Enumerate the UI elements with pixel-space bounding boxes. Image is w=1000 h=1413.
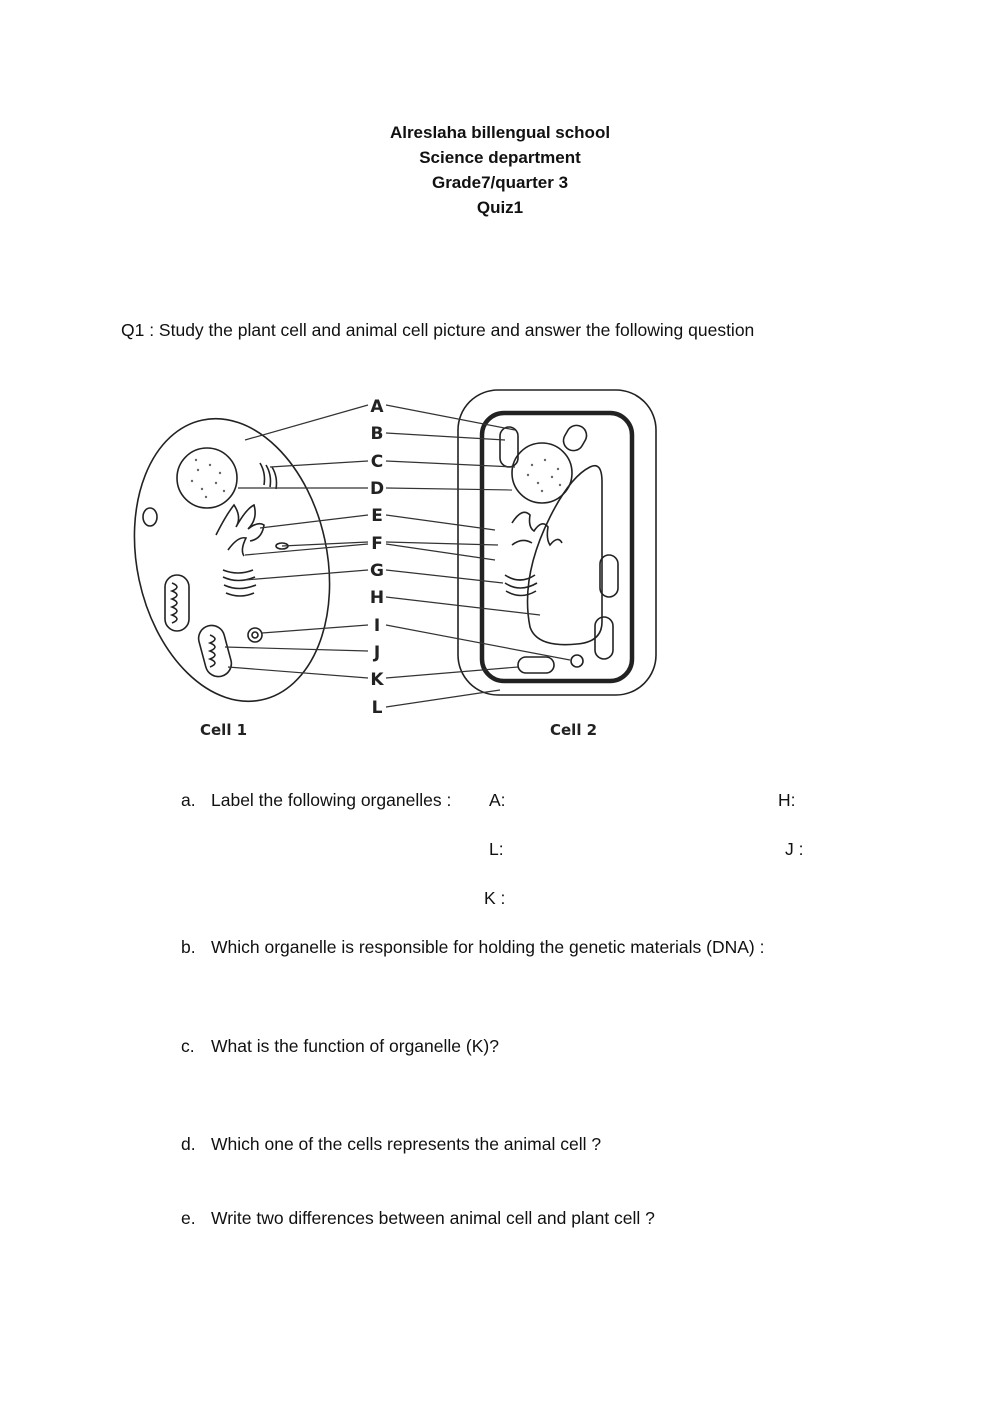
qa-label-J: J : xyxy=(785,839,804,859)
cell1-mito-cristae-2 xyxy=(210,635,215,667)
diagram-label-K: K xyxy=(370,670,384,690)
diagram-label-B: B xyxy=(370,424,384,444)
diagram-label-J: J xyxy=(373,643,381,663)
cell1-mito-cristae-1 xyxy=(172,583,177,623)
cell1-golgi xyxy=(223,570,256,596)
qb-text: Which organelle is responsible for holding the genetic materials (DNA) : xyxy=(211,937,765,957)
qe-marker: e. xyxy=(181,1208,196,1228)
cell2-chloroplast-5 xyxy=(560,422,590,455)
cell2-central-vacuole xyxy=(528,466,603,645)
qa-label-A: A: xyxy=(489,790,506,810)
cell2-golgi xyxy=(505,575,537,596)
cell1-caption: Cell 1 xyxy=(200,721,248,739)
school-name: Alreslaha billengual school xyxy=(389,123,611,142)
cell2-wall xyxy=(458,390,656,695)
qd-text: Which one of the cells represents the animal cell ? xyxy=(211,1134,602,1154)
cell-diagram xyxy=(120,385,680,745)
cell2-chloroplast-4 xyxy=(518,657,554,673)
qa-label-H: H: xyxy=(778,790,796,810)
diagram-label-D: D xyxy=(369,479,385,499)
cell1-lysosome xyxy=(248,628,262,642)
cell1-vesicle xyxy=(143,508,157,526)
cell2-caption: Cell 2 xyxy=(550,721,598,739)
left-leader-lines xyxy=(225,405,368,678)
qc-text: What is the function of organelle (K)? xyxy=(211,1036,499,1056)
diagram-label-L: L xyxy=(371,698,383,718)
diagram-label-G: G xyxy=(370,561,384,581)
cell1-nucleus xyxy=(177,448,237,508)
qe-text: Write two differences between animal cell and plant cell ? xyxy=(211,1208,655,1228)
cell2-er xyxy=(512,512,562,545)
qa-label-K: K : xyxy=(484,888,506,908)
cell1-membrane xyxy=(120,400,355,719)
diagram-label-F: F xyxy=(371,534,383,554)
department-name: Science department xyxy=(419,148,581,167)
q1-prompt: Q1 : Study the plant cell and animal cell picture and answer the following question xyxy=(121,320,755,340)
qa-marker: a. xyxy=(181,790,196,810)
quiz-title: Quiz1 xyxy=(476,198,524,217)
right-leader-lines xyxy=(386,405,570,707)
diagram-label-E: E xyxy=(371,506,383,526)
qa-label-L: L: xyxy=(489,839,504,859)
diagram-label-H: H xyxy=(369,588,385,608)
cell1-mitochondrion-2 xyxy=(196,623,235,680)
qd-marker: d. xyxy=(181,1134,196,1154)
cell2-chloroplast-3 xyxy=(595,617,613,659)
diagram-label-A: A xyxy=(370,397,384,417)
qa-text: Label the following organelles : xyxy=(211,790,452,810)
qc-marker: c. xyxy=(181,1036,195,1056)
diagram-label-I: I xyxy=(373,616,381,636)
cell2-membrane xyxy=(482,413,632,681)
diagram-label-C: C xyxy=(370,452,384,472)
cell2-vesicle xyxy=(571,655,583,667)
cell1-lysosome-core xyxy=(252,632,258,638)
grade-quarter: Grade7/quarter 3 xyxy=(431,173,569,192)
qb-marker: b. xyxy=(181,937,196,957)
cell1-er xyxy=(216,505,264,556)
